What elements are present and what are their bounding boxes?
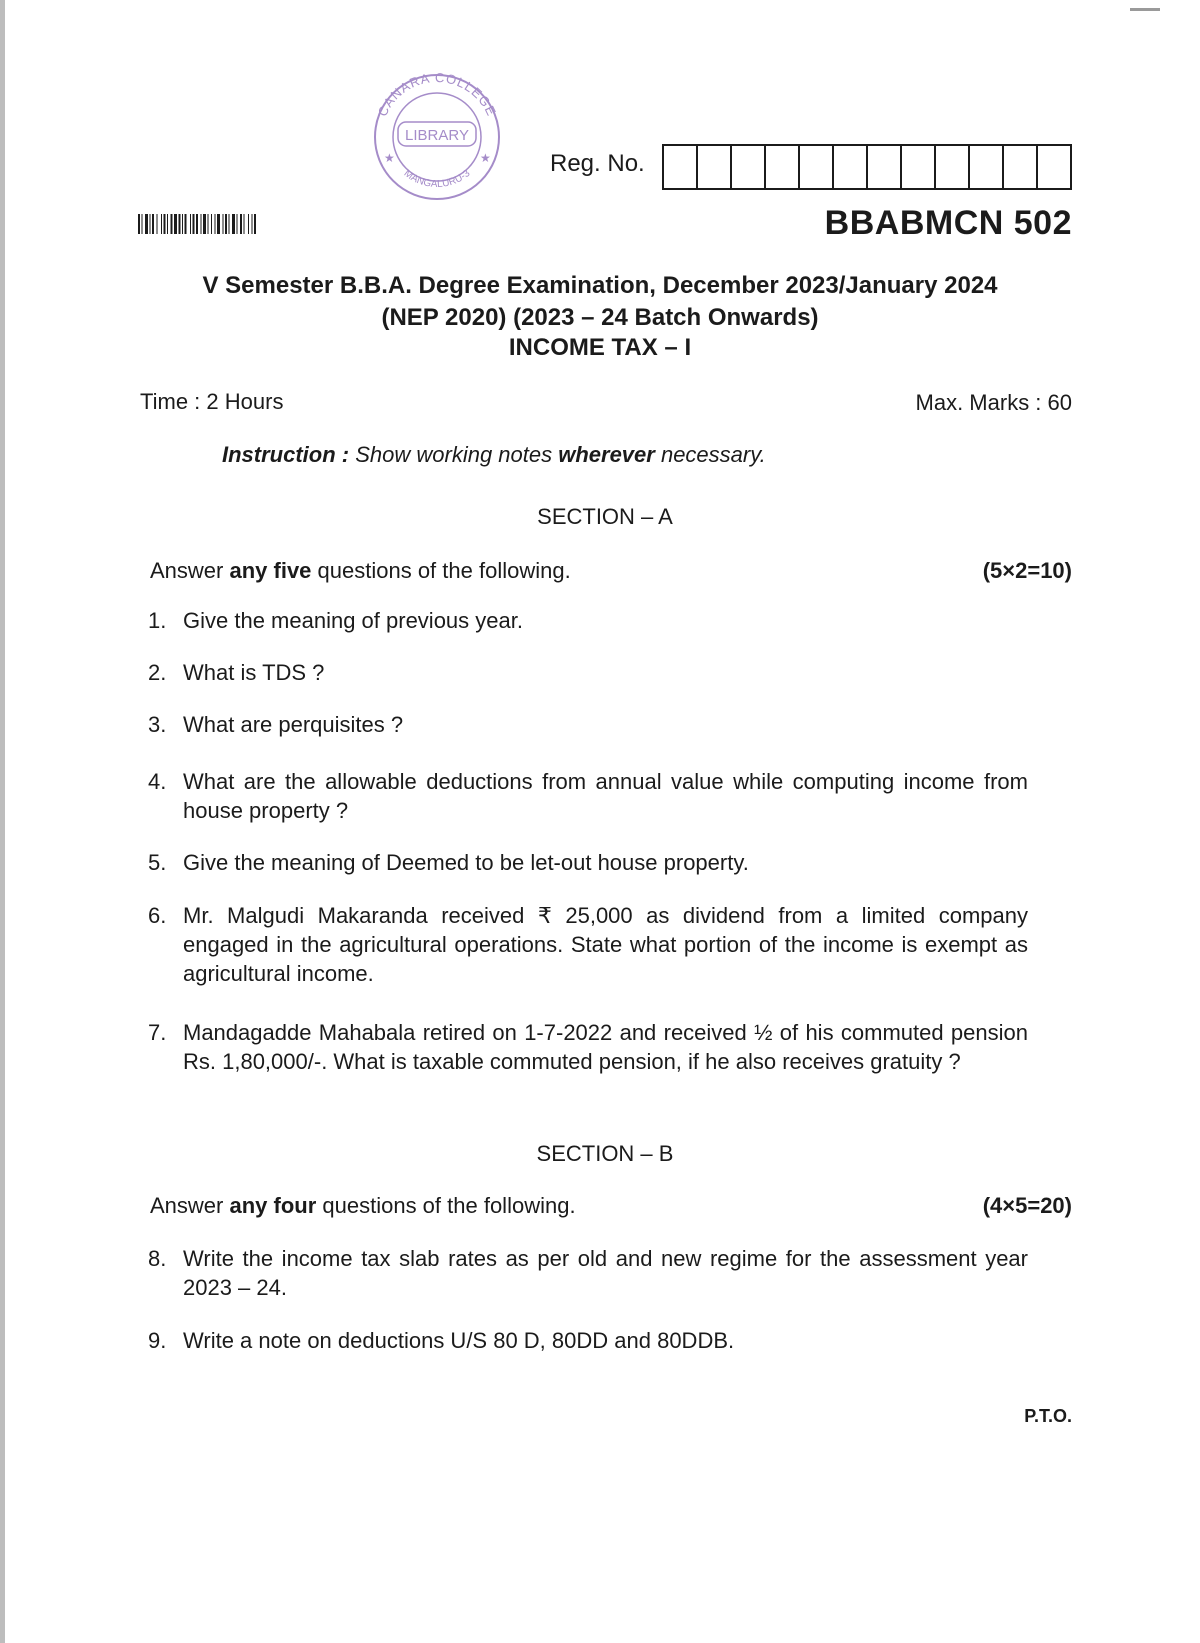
reg-no-box <box>834 146 868 188</box>
section-b-heading: SECTION – B <box>536 1141 674 1166</box>
subject-title: INCOME TAX – I <box>508 334 692 361</box>
reg-no-box <box>1038 146 1070 188</box>
time-allowed: Time : 2 Hours <box>140 389 284 414</box>
reg-no-box <box>868 146 902 188</box>
reg-no-box <box>664 146 698 188</box>
reg-no-boxes <box>662 144 1072 190</box>
reg-no-box <box>766 146 800 188</box>
reg-no-box <box>800 146 834 188</box>
exam-scheme: (NEP 2020) (2023 – 24 Batch Onwards) <box>381 304 819 331</box>
library-stamp <box>362 72 512 202</box>
question: 5. Give the meaning of Deemed to be let-out house property. <box>148 850 749 875</box>
please-turn-over: P.T.O. <box>1024 1406 1072 1426</box>
question: 9. Write a note on deductions U/S 80 D, 80DD and 80DDB. <box>148 1328 735 1353</box>
section-b-marks: (4×5=20) <box>982 1193 1072 1218</box>
instruction-label: Instruction : <box>222 442 350 467</box>
svg-text:MANGALURU-3 <box>402 168 473 190</box>
instruction: Instruction : Show working notes wherever necessary. <box>222 442 766 467</box>
scan-edge <box>0 0 5 1643</box>
reg-no-box <box>1004 146 1038 188</box>
reg-no-box <box>970 146 1004 188</box>
question: 3. What are perquisites ? <box>148 712 404 737</box>
exam-title: V Semester B.B.A. Degree Examination, December 2023/January 2024 <box>202 272 998 299</box>
question: 1. Give the meaning of previous year. <box>148 608 523 633</box>
reg-no-label: Reg. No. <box>550 150 645 177</box>
stamp-center-text: LIBRARY <box>405 127 469 144</box>
barcode <box>138 214 398 234</box>
section-b-prompt: Answer any four questions of the following. <box>150 1193 576 1218</box>
section-a-heading: SECTION – A <box>537 504 673 529</box>
question: 6. Mr. Malgudi Makaranda received ₹ 25,000 as dividend from a limited company engaged in the agricultural operations. State what portion of the income is exempt as agricultural income. <box>148 903 1028 986</box>
reg-no-box <box>732 146 766 188</box>
stamp-star-icon: ★ <box>480 151 491 165</box>
max-marks: Max. Marks : 60 <box>915 390 1072 415</box>
reg-no-box <box>902 146 936 188</box>
stamp-outer-text: CANARA COLLEGE <box>374 72 500 119</box>
section-a-marks: (5×2=10) <box>982 558 1072 583</box>
section-a-prompt: Answer any five questions of the following. <box>150 558 571 583</box>
scan-mark <box>1130 8 1160 11</box>
reg-no-box <box>698 146 732 188</box>
paper-code: BBABMCN 502 <box>824 204 1072 242</box>
stamp-bottom-text: MANGALURU-3 <box>401 167 473 191</box>
question: 2. What is TDS ? <box>148 660 325 685</box>
question: 7. Mandagadde Mahabala retired on 1-7-2022 and received ½ of his commuted pension Rs. 1,80,000/-. What is taxable commuted pension, if he also receives gratuity ? <box>148 1020 1028 1074</box>
question: 4. What are the allowable deductions from annual value while computing income from house property ? <box>148 769 1028 823</box>
stamp-star-icon: ★ <box>384 151 395 165</box>
question: 8. Write the income tax slab rates as per old and new regime for the assessment year 2023 – 24. <box>148 1246 1028 1300</box>
reg-no-box <box>936 146 970 188</box>
svg-text:CANARA COLLEGE <box>375 72 500 119</box>
